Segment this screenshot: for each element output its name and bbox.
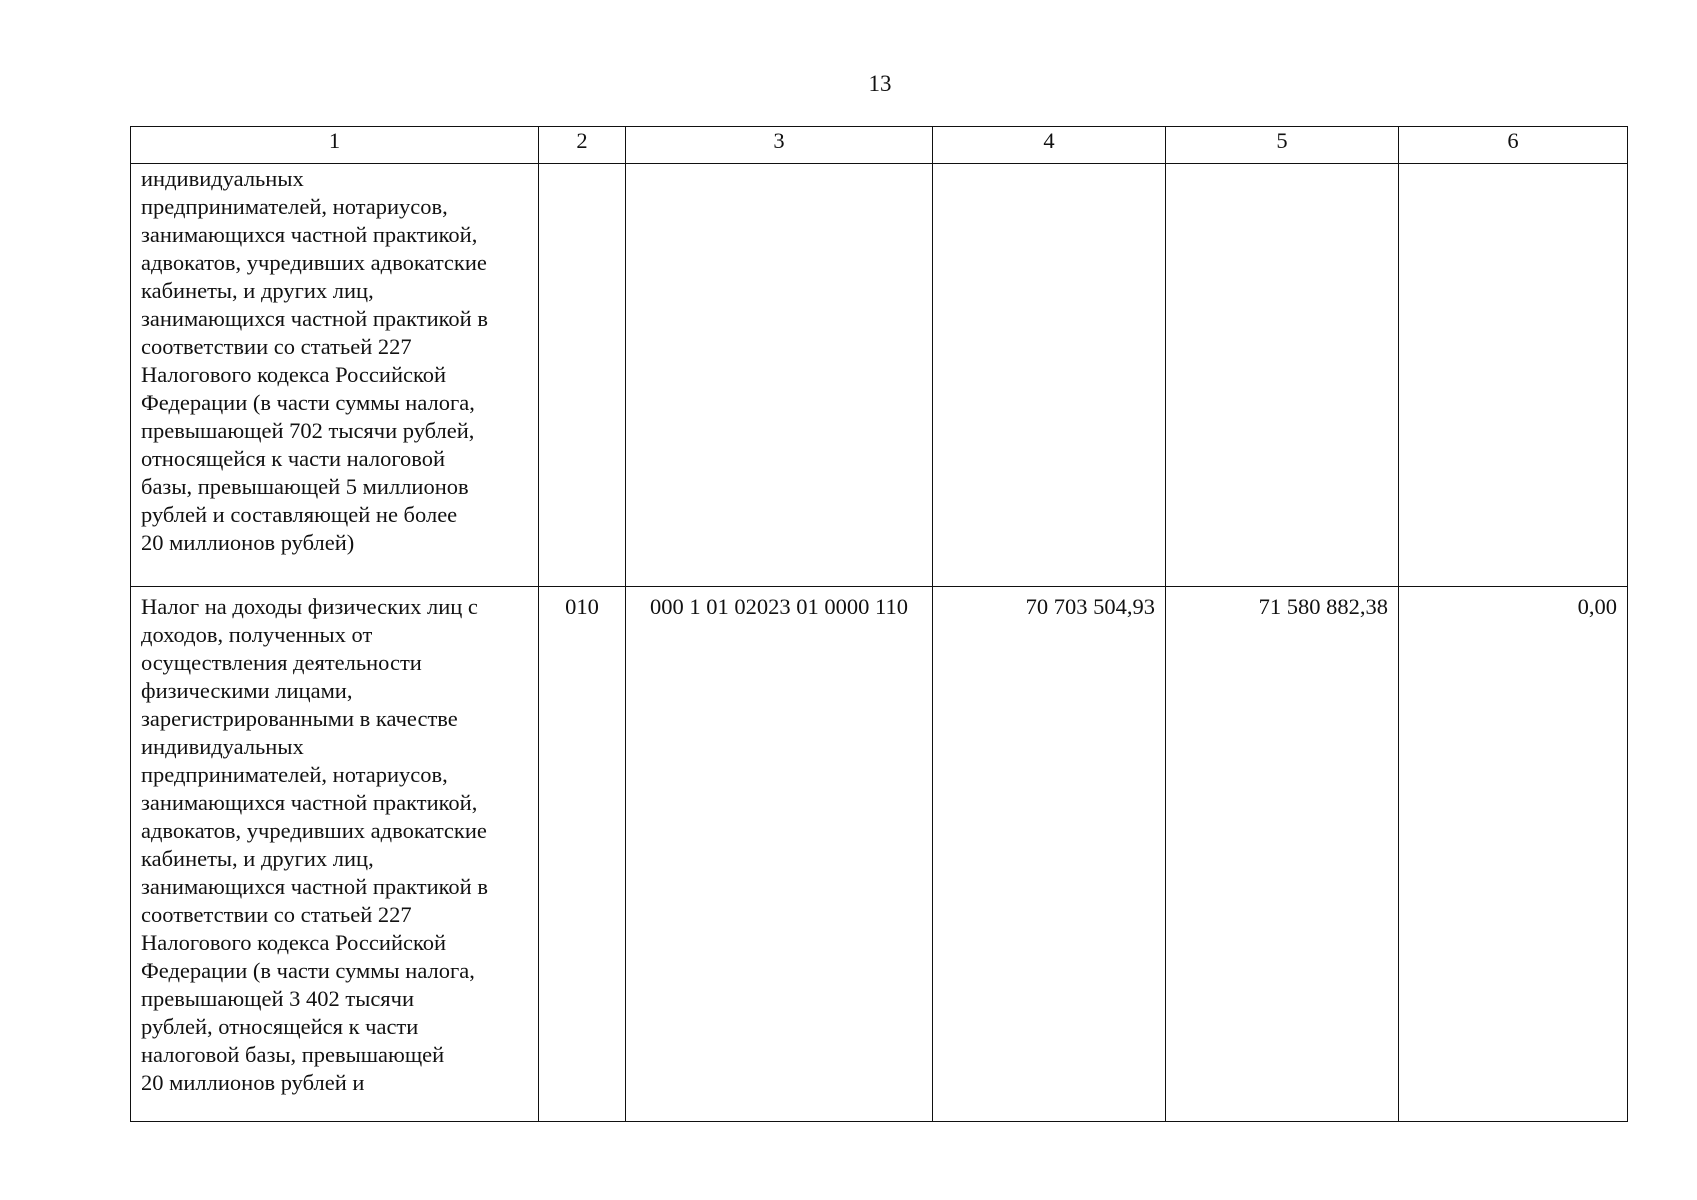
table-row [131, 587, 1628, 1122]
row-col-5-value [1166, 164, 1399, 587]
name-line: индивидуальных [141, 166, 304, 191]
header-col-6: 6 [1399, 127, 1628, 164]
name-line: относящейся к части налоговой [141, 446, 446, 471]
name-line: индивидуальных [141, 734, 304, 759]
row-col-6-value [1399, 164, 1628, 587]
name-line: занимающихся частной практикой в [141, 874, 488, 899]
name-line: адвокатов, учредивших адвокатские [141, 818, 487, 843]
name-line: предпринимателей, нотариусов, [141, 194, 448, 219]
name-line: превышающей 702 тысячи рублей, [141, 418, 475, 443]
header-row [131, 127, 1628, 164]
row-line-code: 010 [539, 587, 626, 1122]
name-line: доходов, полученных от [141, 622, 373, 647]
row-col-5-value: 71 580 882,38 [1166, 587, 1399, 1122]
row-budget-code [626, 164, 933, 587]
row-name-cell [131, 164, 539, 587]
name-line: адвокатов, учредивших адвокатские [141, 250, 487, 275]
header-col-3: 3 [626, 127, 933, 164]
name-line: базы, превышающей 5 миллионов [141, 474, 469, 499]
report-table [130, 126, 1628, 1122]
name-line: зарегистрированными в качестве [141, 706, 458, 731]
row-line-code [539, 164, 626, 587]
name-line: Налогового кодекса Российской [141, 930, 447, 955]
row-col-4-value: 70 703 504,93 [933, 587, 1166, 1122]
row-col-6-value: 0,00 [1399, 587, 1628, 1122]
name-line: физическими лицами, [141, 678, 353, 703]
name-line: предпринимателей, нотариусов, [141, 762, 448, 787]
page-number: 13 [868, 71, 892, 96]
name-line: осуществления деятельности [141, 650, 422, 675]
name-line: Налогового кодекса Российской [141, 362, 447, 387]
table-row [131, 164, 1628, 587]
name-line: Федерации (в части суммы налога, [141, 390, 475, 415]
name-line: рублей, относящейся к части [141, 1014, 419, 1039]
name-line: Федерации (в части суммы налога, [141, 958, 475, 983]
name-line: 20 миллионов рублей) [141, 530, 355, 555]
name-line: кабинеты, и других лиц, [141, 846, 374, 871]
name-line: кабинеты, и других лиц, [141, 278, 374, 303]
name-line: 20 миллионов рублей и [141, 1070, 365, 1095]
row-col-4-value [933, 164, 1166, 587]
header-col-1: 1 [131, 127, 539, 164]
name-line: соответствии со статьей 227 [141, 902, 412, 927]
name-line: занимающихся частной практикой, [141, 222, 478, 247]
name-line: занимающихся частной практикой в [141, 306, 488, 331]
name-line: налоговой базы, превышающей [141, 1042, 445, 1067]
name-line: занимающихся частной практикой, [141, 790, 478, 815]
name-line: соответствии со статьей 227 [141, 334, 412, 359]
row-name-cell [131, 587, 539, 1122]
name-line: превышающей 3 402 тысячи [141, 986, 415, 1011]
row-budget-code: 000 1 01 02023 01 0000 110 [626, 587, 933, 1122]
header-col-2: 2 [539, 127, 626, 164]
header-col-4: 4 [933, 127, 1166, 164]
name-line: Налог на доходы физических лиц с [141, 594, 478, 619]
name-line: рублей и составляющей не более [141, 502, 458, 527]
header-col-5: 5 [1166, 127, 1399, 164]
